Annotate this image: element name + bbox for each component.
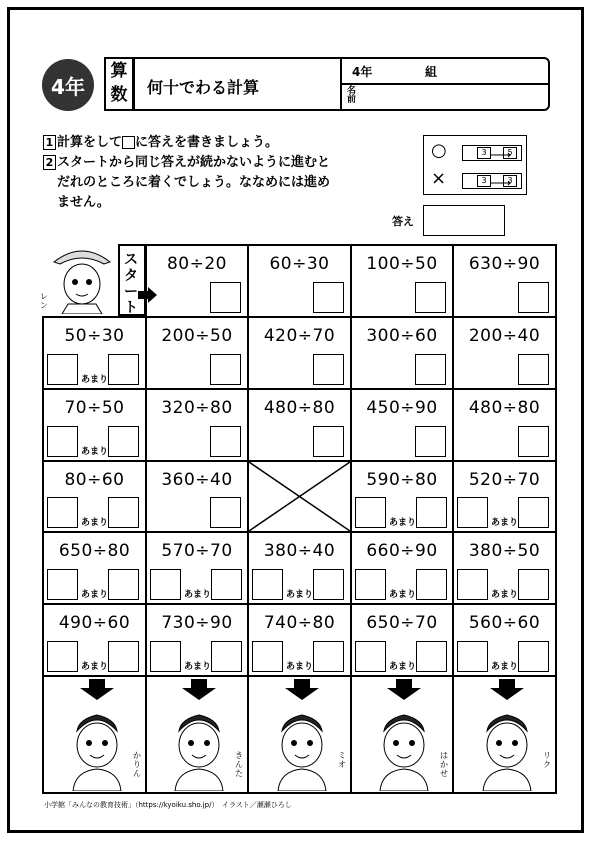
grade-class-label: 4年 — [352, 65, 373, 79]
division-problem: 570÷70 — [161, 541, 233, 561]
character-name: かりん — [133, 751, 141, 778]
division-problem: 70÷50 — [64, 398, 125, 418]
problem-cell — [145, 388, 249, 462]
answer-box[interactable] — [415, 282, 446, 313]
division-problem: 380÷40 — [263, 541, 336, 561]
division-problem: 60÷30 — [269, 254, 330, 274]
remainder-label: あまり — [491, 662, 519, 672]
remainder-label: あまり — [81, 518, 109, 528]
problem-cell — [452, 603, 557, 677]
problem-cell — [42, 531, 147, 605]
problem-cell — [350, 316, 454, 390]
problem-cell — [452, 244, 557, 318]
problem-cell — [452, 316, 557, 390]
division-problem: 320÷80 — [161, 398, 233, 418]
remainder-label: あまり — [184, 662, 212, 672]
character-face-icon — [63, 705, 131, 791]
down-arrow-icon — [284, 679, 320, 701]
problem-cell — [452, 460, 557, 533]
start-cell — [118, 244, 146, 316]
quotient-box[interactable] — [355, 497, 386, 528]
example-value: 3 — [477, 147, 491, 159]
instruction-line-2 — [43, 154, 330, 172]
problem-cell — [42, 460, 147, 533]
quotient-box[interactable] — [47, 497, 78, 528]
remainder-label: あまり — [286, 662, 314, 672]
problem-cell — [42, 388, 147, 462]
remainder-label: あまり — [389, 590, 417, 600]
blocked-x-icon — [249, 462, 350, 531]
quotient-box[interactable] — [457, 497, 488, 528]
remainder-label: あまり — [81, 375, 109, 385]
division-problem: 520÷70 — [468, 470, 541, 490]
blocked-cell — [247, 460, 352, 533]
destination-cell — [350, 675, 454, 794]
instruction-line-1 — [43, 134, 278, 152]
problem-cell — [452, 531, 557, 605]
remainder-box[interactable] — [518, 641, 549, 672]
problem-cell — [145, 316, 249, 390]
start-character — [46, 240, 118, 314]
division-problem: 590÷80 — [366, 470, 438, 490]
division-problem: 420÷70 — [263, 326, 336, 346]
boy-face-icon — [46, 240, 118, 314]
problem-cell — [42, 603, 147, 677]
problem-cell — [247, 388, 352, 462]
instruction-line-4: ません。 — [57, 195, 110, 210]
character-face-icon — [370, 705, 438, 791]
division-problem: 560÷60 — [468, 613, 541, 633]
remainder-label: あまり — [81, 447, 109, 457]
footer-credit: 小学館「みんなの教育技術」（https://kyoiku.sho.jp/） イラスト／瀬瀬ひろし — [44, 801, 292, 809]
remainder-label: あまり — [389, 662, 417, 672]
quotient-box[interactable] — [47, 569, 78, 600]
remainder-label: あまり — [389, 518, 417, 528]
division-problem: 740÷80 — [263, 613, 336, 633]
character-face-icon — [268, 705, 336, 791]
remainder-label: あまり — [81, 662, 109, 672]
instruction-number: 1 — [43, 135, 56, 150]
problem-cell — [145, 460, 249, 533]
final-answer-box[interactable] — [423, 205, 505, 236]
example-value: 3 — [477, 175, 491, 187]
instruction-line-3: だれのところに着くでしょう。ななめには進め — [57, 175, 331, 190]
quotient-box[interactable] — [355, 569, 386, 600]
remainder-box[interactable] — [108, 569, 139, 600]
division-problem: 200÷50 — [161, 326, 233, 346]
destination-cell — [452, 675, 557, 794]
remainder-box[interactable] — [313, 641, 344, 672]
character-face-icon — [473, 705, 541, 791]
division-problem: 80÷60 — [64, 470, 125, 490]
circle-icon: ○ — [431, 140, 447, 161]
answer-box[interactable] — [210, 282, 241, 313]
answer-box[interactable] — [518, 426, 549, 457]
remainder-box[interactable] — [108, 354, 139, 385]
remainder-box[interactable] — [211, 641, 242, 672]
character-name: はかせ — [440, 751, 448, 778]
division-problem: 200÷40 — [468, 326, 541, 346]
division-problem: 360÷40 — [161, 470, 233, 490]
quotient-box[interactable] — [355, 641, 386, 672]
division-problem: 300÷60 — [366, 326, 438, 346]
answer-box-icon — [122, 136, 135, 149]
quotient-box[interactable] — [47, 426, 78, 457]
division-problem: 650÷70 — [366, 613, 438, 633]
down-arrow-icon — [386, 679, 422, 701]
division-problem: 50÷30 — [64, 326, 125, 346]
down-arrow-icon — [489, 679, 525, 701]
instruction-number: 2 — [43, 155, 56, 170]
problem-cell — [350, 460, 454, 533]
quotient-box[interactable] — [47, 641, 78, 672]
down-arrow-icon — [181, 679, 217, 701]
character-face-icon — [165, 705, 233, 791]
example-legend — [423, 135, 527, 195]
division-problem: 480÷80 — [263, 398, 336, 418]
division-problem: 80÷20 — [166, 254, 227, 274]
remainder-label: あまり — [491, 590, 519, 600]
division-problem: 450÷90 — [366, 398, 438, 418]
quotient-box[interactable] — [150, 641, 181, 672]
instruction-text: に答えを書きましょう。 — [135, 135, 279, 150]
down-arrow-icon — [79, 679, 115, 701]
problem-cell — [247, 244, 352, 318]
answer-box[interactable] — [313, 354, 344, 385]
problem-cell — [350, 244, 454, 318]
destination-cell — [247, 675, 352, 794]
remainder-box[interactable] — [416, 497, 447, 528]
remainder-box[interactable] — [518, 497, 549, 528]
answer-label: 答え — [392, 215, 414, 228]
answer-box[interactable] — [313, 282, 344, 313]
quotient-box[interactable] — [252, 569, 283, 600]
quotient-box[interactable] — [457, 641, 488, 672]
subject-label: 算数 — [104, 57, 134, 111]
destination-cell — [42, 675, 147, 794]
quotient-box[interactable] — [457, 569, 488, 600]
problem-cell — [247, 316, 352, 390]
title-hdivider — [342, 83, 548, 85]
cross-icon: × — [431, 168, 447, 189]
problem-cell — [350, 531, 454, 605]
character-name: ミオ — [338, 751, 346, 769]
remainder-box[interactable] — [416, 569, 447, 600]
remainder-label: あまり — [184, 590, 212, 600]
worksheet-title: 何十でわる計算 — [147, 78, 260, 97]
destination-cell — [145, 675, 249, 794]
remainder-label: あまり — [491, 518, 519, 528]
example-value: 3 — [503, 175, 517, 187]
answer-box[interactable] — [518, 354, 549, 385]
quotient-box[interactable] — [47, 354, 78, 385]
remainder-box[interactable] — [211, 569, 242, 600]
instruction-text: 計算をして — [57, 135, 123, 150]
problem-cell — [452, 388, 557, 462]
arrow-icon — [462, 136, 526, 194]
division-problem: 630÷90 — [468, 254, 541, 274]
problem-cell — [145, 244, 249, 318]
answer-box[interactable] — [313, 426, 344, 457]
remainder-label: あまり — [286, 590, 314, 600]
remainder-box[interactable] — [108, 497, 139, 528]
answer-box[interactable] — [415, 426, 446, 457]
problem-cell — [247, 603, 352, 677]
division-problem: 380÷50 — [468, 541, 541, 561]
remainder-box[interactable] — [518, 569, 549, 600]
character-name: きんた — [235, 751, 243, 778]
remainder-box[interactable] — [313, 569, 344, 600]
character-name: レン — [40, 292, 48, 310]
class-label: 組 — [425, 65, 438, 79]
division-problem: 490÷60 — [58, 613, 131, 633]
division-problem: 650÷80 — [58, 541, 131, 561]
remainder-label: あまり — [81, 590, 109, 600]
division-problem: 480÷80 — [468, 398, 541, 418]
character-name: リク — [543, 751, 551, 769]
answer-box[interactable] — [210, 497, 241, 528]
problem-cell — [350, 603, 454, 677]
problem-cell — [350, 388, 454, 462]
remainder-box[interactable] — [108, 641, 139, 672]
division-problem: 660÷90 — [366, 541, 438, 561]
example-value: 5 — [503, 147, 517, 159]
title-box — [133, 57, 550, 111]
answer-box[interactable] — [518, 282, 549, 313]
problem-cell — [42, 316, 147, 390]
division-problem: 730÷90 — [161, 613, 233, 633]
start-label: スタート — [124, 252, 138, 316]
problem-cell — [145, 531, 249, 605]
answer-box[interactable] — [210, 354, 241, 385]
remainder-box[interactable] — [416, 641, 447, 672]
answer-box[interactable] — [210, 426, 241, 457]
problem-cell — [145, 603, 249, 677]
grade-badge: 4年 — [42, 59, 94, 111]
instruction-text: スタートから同じ答えが続かないように進むと — [57, 155, 331, 170]
name-label: 名前 — [347, 86, 357, 105]
division-problem: 100÷50 — [366, 254, 438, 274]
answer-box[interactable] — [415, 354, 446, 385]
remainder-box[interactable] — [108, 426, 139, 457]
problem-cell — [247, 531, 352, 605]
quotient-box[interactable] — [150, 569, 181, 600]
quotient-box[interactable] — [252, 641, 283, 672]
